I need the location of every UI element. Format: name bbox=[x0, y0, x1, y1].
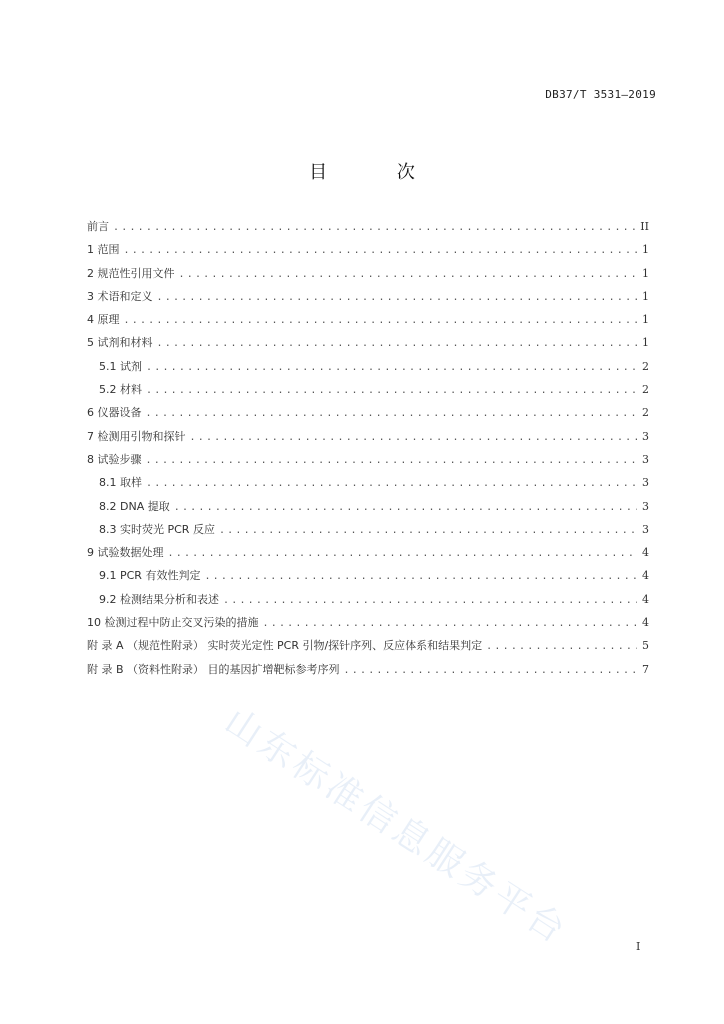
toc-entry[interactable] bbox=[87, 567, 649, 590]
toc-entry-label: 8 试验步骤 bbox=[87, 452, 142, 466]
toc-entry-label: 4 原理 bbox=[87, 313, 120, 327]
toc-entry-label: 8.1 取样 bbox=[99, 476, 142, 490]
toc-entry-page: 7 bbox=[642, 662, 649, 676]
toc-dot-leader bbox=[146, 408, 638, 419]
toc-entry-label: 9.1 PCR 有效性判定 bbox=[99, 569, 201, 583]
toc-dot-leader bbox=[146, 385, 637, 396]
table-of-contents bbox=[87, 218, 649, 684]
toc-entry[interactable] bbox=[87, 428, 649, 451]
toc-dot-leader bbox=[486, 641, 637, 652]
toc-dot-leader bbox=[204, 571, 637, 582]
toc-entry-label: 9.2 检测结果分析和表述 bbox=[99, 592, 219, 606]
toc-entry-label: 5.1 试剂 bbox=[99, 359, 142, 373]
toc-entry[interactable] bbox=[87, 311, 649, 334]
toc-dot-leader bbox=[146, 362, 637, 373]
toc-entry[interactable] bbox=[87, 661, 649, 684]
toc-entry-label: 9 试验数据处理 bbox=[87, 546, 164, 560]
toc-entry-page: 1 bbox=[642, 313, 649, 327]
toc-dot-leader bbox=[219, 525, 637, 536]
toc-entry[interactable] bbox=[87, 614, 649, 637]
toc-entry-label: 5.2 材料 bbox=[99, 383, 142, 397]
toc-entry[interactable] bbox=[87, 498, 649, 521]
toc-entry[interactable] bbox=[87, 404, 649, 427]
toc-entry-page: II bbox=[640, 220, 649, 233]
toc-entry-page: 3 bbox=[642, 429, 649, 443]
watermark-text: 山东标准信息服务平台 bbox=[217, 700, 576, 954]
toc-dot-leader bbox=[124, 245, 638, 256]
toc-dot-leader bbox=[157, 292, 638, 303]
toc-dot-leader bbox=[223, 595, 637, 606]
toc-entry-page: 4 bbox=[642, 546, 649, 560]
toc-entry-page: 4 bbox=[642, 569, 649, 583]
toc-entry-label: 10 检测过程中防止交叉污染的措施 bbox=[87, 616, 259, 630]
toc-entry-page: 1 bbox=[642, 266, 649, 280]
toc-entry-page: 2 bbox=[642, 383, 649, 397]
toc-dot-leader bbox=[179, 269, 638, 280]
toc-dot-leader bbox=[146, 455, 638, 466]
toc-entry-label: 5 试剂和材料 bbox=[87, 336, 153, 350]
toc-entry-label: 附 录 A （规范性附录） 实时荧光定性 PCR 引物/探针序列、反应体系和结果判定 bbox=[87, 639, 483, 653]
toc-entry[interactable] bbox=[87, 381, 649, 404]
toc-title: 目 次 bbox=[309, 162, 447, 183]
toc-entry[interactable] bbox=[87, 637, 649, 660]
toc-entry-page: 3 bbox=[642, 452, 649, 466]
toc-dot-leader bbox=[168, 548, 638, 559]
page-number: I bbox=[636, 940, 641, 953]
toc-entry[interactable] bbox=[87, 265, 649, 288]
toc-entry[interactable] bbox=[87, 334, 649, 357]
toc-entry-label: 6 仪器设备 bbox=[87, 406, 142, 420]
toc-entry[interactable] bbox=[87, 451, 649, 474]
toc-entry-page: 2 bbox=[642, 406, 649, 420]
toc-entry-page: 3 bbox=[642, 499, 649, 513]
toc-dot-leader bbox=[146, 478, 637, 489]
toc-entry-page: 3 bbox=[642, 522, 649, 536]
toc-entry-page: 5 bbox=[642, 639, 649, 653]
toc-entry-page: 2 bbox=[642, 359, 649, 373]
toc-entry-label: 前言 bbox=[87, 220, 109, 233]
toc-dot-leader bbox=[157, 338, 638, 349]
toc-dot-leader bbox=[190, 432, 638, 443]
toc-entry-page: 4 bbox=[642, 592, 649, 606]
toc-entry-label: 2 规范性引用文件 bbox=[87, 266, 175, 280]
toc-entry[interactable] bbox=[87, 358, 649, 381]
toc-dot-leader bbox=[174, 502, 637, 513]
toc-entry[interactable] bbox=[87, 474, 649, 497]
toc-dot-leader bbox=[124, 315, 638, 326]
document-code: DB37/T 3531—2019 bbox=[545, 88, 656, 101]
toc-entry-label: 7 检测用引物和探针 bbox=[87, 429, 186, 443]
toc-entry-label: 8.2 DNA 提取 bbox=[99, 499, 170, 513]
toc-entry-label: 8.3 实时荧光 PCR 反应 bbox=[99, 522, 215, 536]
toc-entry-page: 1 bbox=[642, 289, 649, 303]
toc-entry[interactable] bbox=[87, 241, 649, 264]
toc-entry-label: 附 录 B （资料性附录） 目的基因扩增靶标参考序列 bbox=[87, 662, 340, 676]
toc-entry[interactable] bbox=[87, 521, 649, 544]
toc-entry[interactable] bbox=[87, 591, 649, 614]
toc-entry-page: 1 bbox=[642, 336, 649, 350]
toc-entry-page: 3 bbox=[642, 476, 649, 490]
toc-entry-label: 1 范围 bbox=[87, 243, 120, 257]
toc-entry-page: 4 bbox=[642, 616, 649, 630]
toc-entry[interactable] bbox=[87, 288, 649, 311]
toc-entry[interactable] bbox=[87, 218, 649, 241]
toc-entry-page: 1 bbox=[642, 243, 649, 257]
toc-entry[interactable] bbox=[87, 544, 649, 567]
toc-dot-leader bbox=[113, 222, 636, 233]
toc-entry-label: 3 术语和定义 bbox=[87, 289, 153, 303]
toc-dot-leader bbox=[263, 618, 638, 629]
toc-dot-leader bbox=[344, 665, 637, 676]
